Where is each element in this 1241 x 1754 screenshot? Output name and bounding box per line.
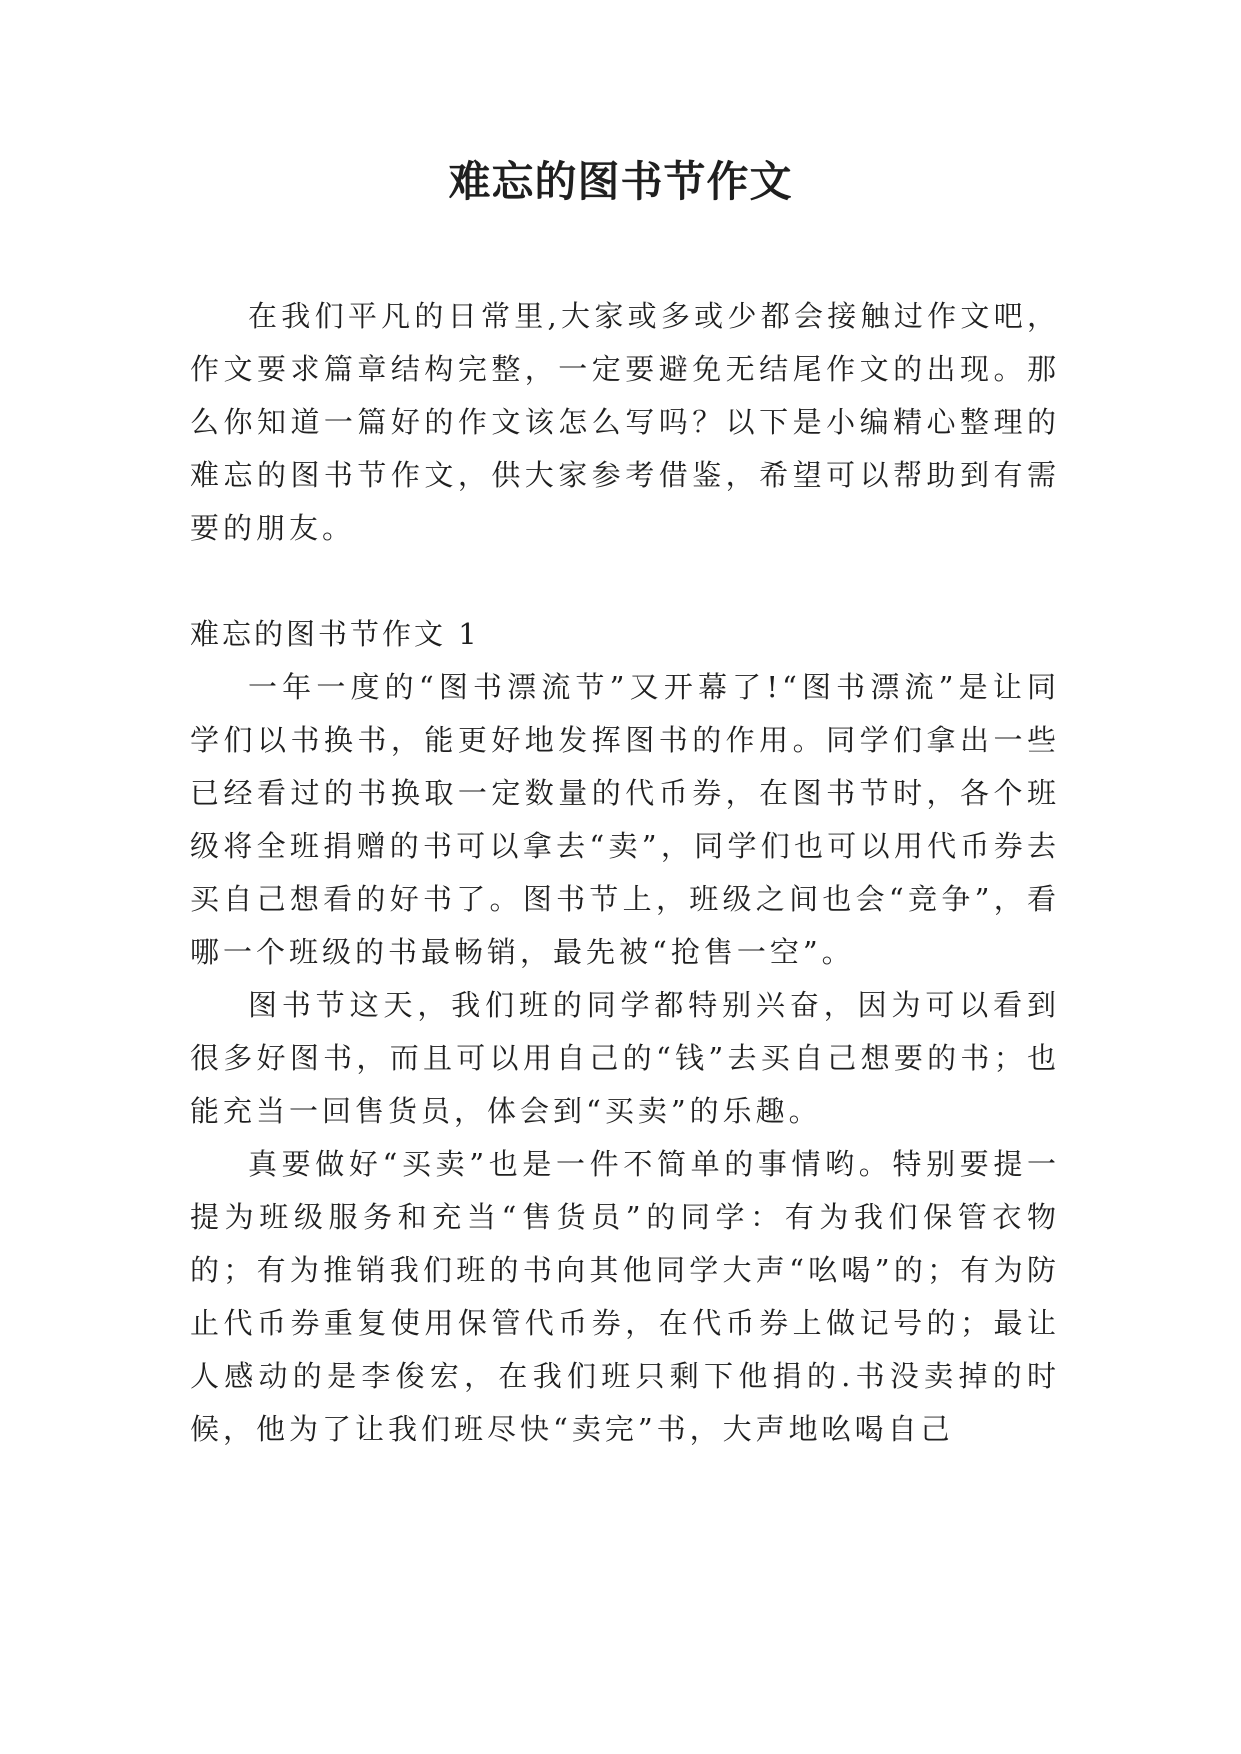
body-paragraph-1: 一年一度的“图书漂流节”又开幕了!“图书漂流”是让同学们以书换书，能更好地发挥图书的作用。同学们拿出一些已经看过的书换取一定数量的代币券，在图书节时，各个班级将全班捐赠的书可以拿去“卖”，同学们也可以用代币券去买自己想看的好书了。图书节上，班级之间也会“竞争”，看哪一个班级的书最畅销，最先被“抢售一空”。	[190, 670, 1060, 969]
body-paragraph-2: 图书节这天，我们班的同学都特别兴奋，因为可以看到很多好图书，而且可以用自己的“钱”去买自己想要的书；也能充当一回售货员，体会到“买卖”的乐趣。	[190, 988, 1060, 1128]
intro-paragraph: 在我们平凡的日常里,大家或多或少都会接触过作文吧，作文要求篇章结构完整，一定要避免无结尾作文的出现。那么你知道一篇好的作文该怎么写吗？以下是小编精心整理的难忘的图书节作文，供大家参考借鉴，希望可以帮助到有需要的朋友。	[190, 299, 1060, 545]
body-paragraph-3: 真要做好“买卖”也是一件不简单的事情哟。特别要提一提为班级服务和充当“售货员”的同学：有为我们保管衣物的；有为推销我们班的书向其他同学大声“吆喝”的；有为防止代币券重复使用保管代币券，在代币券上做记号的；最让人感动的是李俊宏，在我们班只剩下他捐的.书没卖掉的时候，他为了让我们班尽快“卖完”书，大声地吆喝自己	[190, 1147, 1060, 1446]
section-heading: 难忘的图书节作文 1	[190, 617, 480, 651]
document-title: 难忘的图书节作文	[448, 157, 793, 206]
document-body	[190, 290, 1060, 1456]
